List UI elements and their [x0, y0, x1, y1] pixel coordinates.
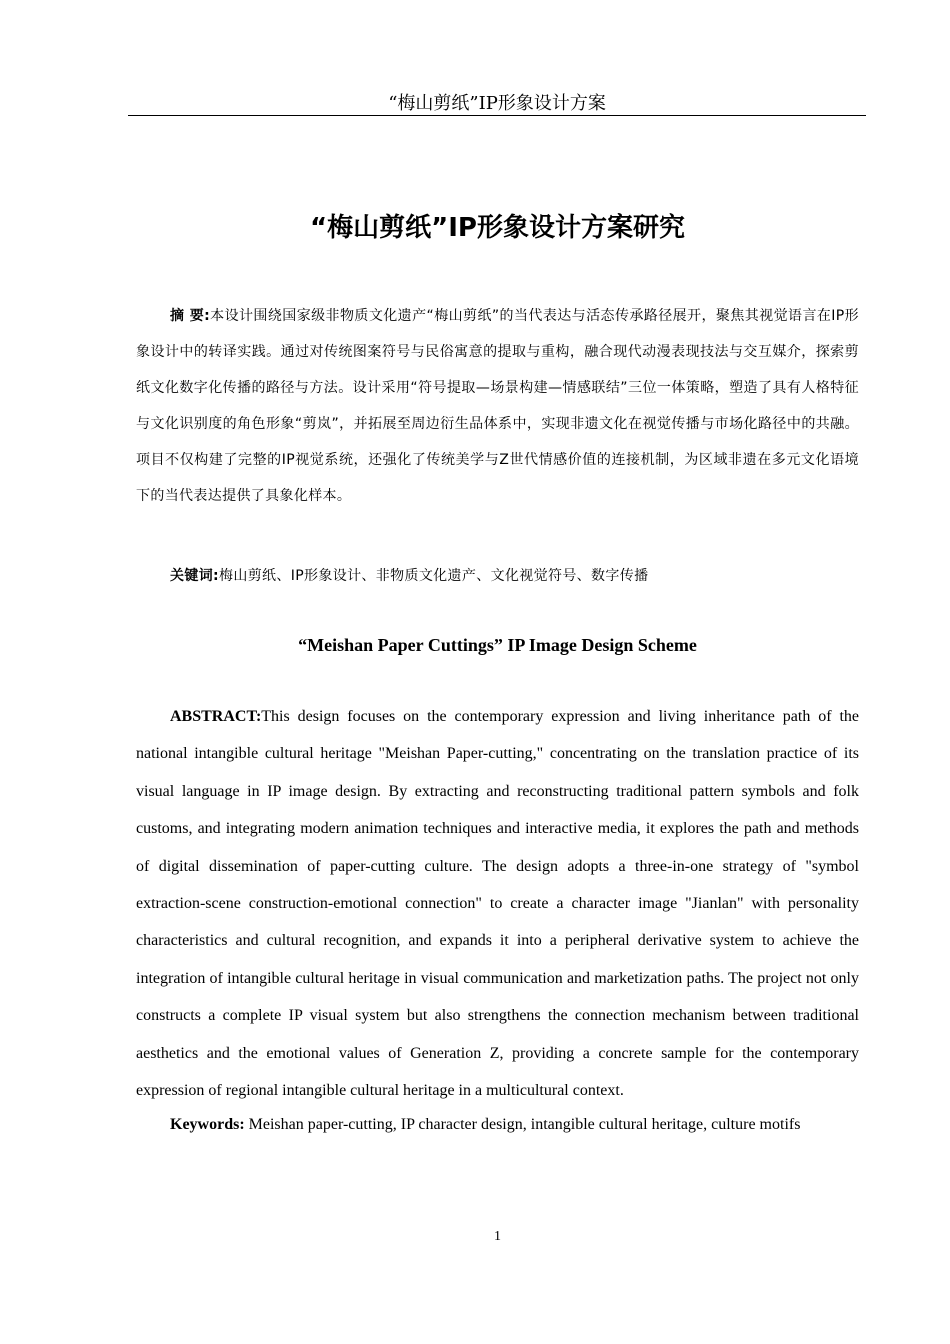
chinese-keywords-text: 梅山剪纸、IP形象设计、非物质文化遗产、文化视觉符号、数字传播: [219, 568, 649, 584]
header-rule: [128, 115, 866, 116]
page-number: 1: [494, 1229, 501, 1244]
chinese-keywords: [170, 558, 860, 594]
english-abstract-text: This design focuses on the contemporary expression and living inheritance path of the national intangible cultural heritage "Meishan Paper-cutting," concentrating on the translation practice of its visual language in IP image design. By extracting and reconstructing traditional pattern symbols and folk customs, and integrating modern animation techniques and interactive media, it explores the path and methods of digital dissemination of paper-cutting culture. The design adopts a three-in-one strategy of "symbol extraction-scene construction-emotional connection" to create a character image "Jianlan" with personality characteristics and cultural recognition, and expands it into a peripheral derivative system to achieve the integration of intangible cultural heritage in visual communication and marketization paths. The project not only constructs a complete IP visual system but also strengthens the connection mechanism between traditional aesthetics and the emotional values of Generation Z, providing a concrete sample for the contemporary expression of regional intangible cultural heritage in a multicultural context.: [136, 708, 859, 1100]
english-title: “Meishan Paper Cuttings” IP Image Design Scheme: [298, 635, 697, 655]
chinese-abstract-label: 摘 要:: [170, 308, 211, 324]
english-abstract: [136, 698, 859, 1109]
english-keywords-text: Meishan paper-cutting, IP character design, intangible cultural heritage, culture motifs: [244, 1116, 801, 1133]
chinese-keywords-label: 关键词:: [170, 568, 219, 584]
english-keywords: [170, 1108, 860, 1142]
chinese-abstract-text: 本设计围绕国家级非物质文化遗产“梅山剪纸”的当代表达与活态传承路径展开，聚焦其视觉语言在IP形象设计中的转译实践。通过对传统图案符号与民俗寓意的提取与重构，融合现代动漫表现技法与交互媒介，探索剪纸文化数字化传播的路径与方法。设计采用“符号提取—场景构建—情感联结”三位一体策略，塑造了具有人格特征与文化识别度的角色形象“剪岚”，并拓展至周边衍生品体系中，实现非遗文化在视觉传播与市场化路径中的共融。项目不仅构建了完整的IP视觉系统，还强化了传统美学与Z世代情感价值的连接机制，为区域非遗在多元文化语境下的当代表达提供了具象化样本。: [136, 308, 859, 504]
english-abstract-label: ABSTRACT:: [170, 708, 262, 725]
english-keywords-label: Keywords:: [170, 1116, 245, 1133]
chinese-abstract: [136, 298, 859, 514]
chinese-title: “梅山剪纸”IP形象设计方案研究: [310, 213, 685, 243]
running-header: “梅山剪纸”IP形象设计方案: [388, 93, 606, 114]
